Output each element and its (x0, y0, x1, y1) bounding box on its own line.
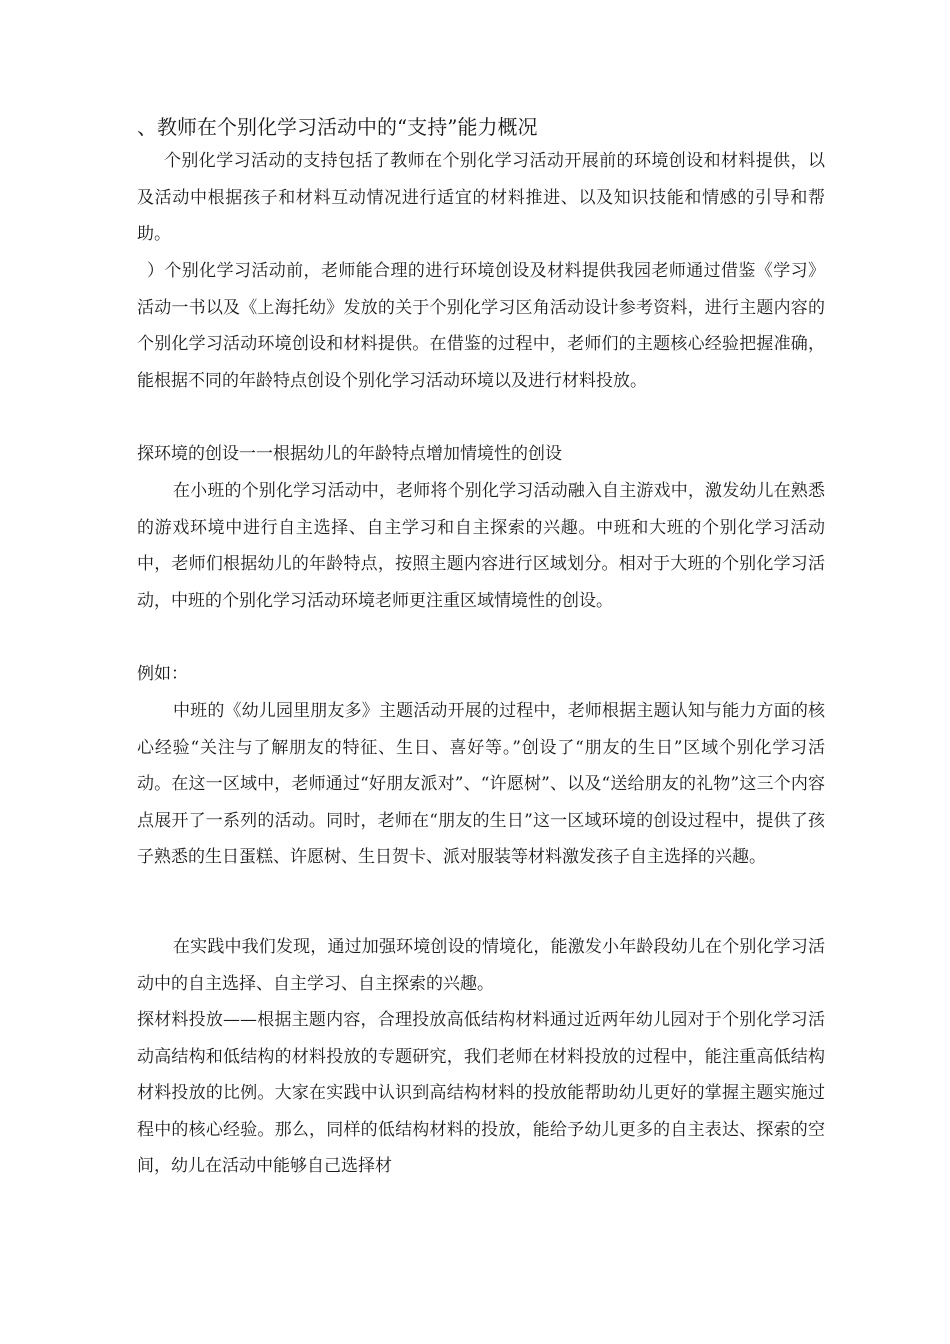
paragraph-practice-finding: 在实践中我们发现，通过加强环境创设的情境化，能激发小年龄段幼儿在个别化学习活动中的自主选择、自主学习、自主探索的兴趣。 (137, 937, 825, 994)
example-label: 例如： (137, 664, 188, 684)
paragraph-material-placement: 探材料投放——根据主题内容，合理投放高低结构材料通过近两年幼儿园对于个别化学习活动高结构和低结构的材料投放的专题研究，我们老师在材料投放的过程中，能注重高低结构材料投放的比例。大家在实践中认识到高结构材料的投放能帮助幼儿更好的掌握主题实施过程中的核心经验。那么，同样的低结构材料的投放，能给予幼儿更多的自主表达、探索的空间，幼儿在活动中能够自己选择材 (137, 1010, 825, 1177)
paragraph-class-environment: 在小班的个别化学习活动中，老师将个别化学习活动融入自主游戏中，激发幼儿在熟悉的游戏环境中进行自主选择、自主学习和自主探索的兴趣。中班和大班的个别化学习活动中，老师们根据幼儿的年龄特点，按照主题内容进行区域划分。相对于大班的个别化学习活动，中班的个别化学习活动环境老师更注重区域情境性的创设。 (137, 481, 825, 611)
paragraph-example-friends: 中班的《幼儿园里朋友多》主题活动开展的过程中，老师根据主题认知与能力方面的核心经验“关注与了解朋友的特征、生日、喜好等。”创设了“朋友的生日”区域个别化学习活动。在这一区域中，老师通过“好朋友派对”、“许愿树”、以及“送给朋友的礼物”这三个内容点展开了一系列的活动。同时，老师在“朋友的生日”这一区域环境的创设过程中，提供了孩子熟悉的生日蛋糕、许愿树、生日贺卡、派对服装等材料激发孩子自主选择的兴趣。 (137, 701, 825, 868)
paragraph-before-activity: ）个别化学习活动前，老师能合理的进行环境创设及材料提供我园老师通过借鉴《学习》活动一书以及《上海托幼》发放的关于个别化学习区角活动设计参考资料，进行主题内容的个别化学习活动环境创设和材料提供。在借鉴的过程中，老师们的主题核心经验把握准确，能根据不同的年龄特点创设个别化学习活动环境以及进行材料投放。 (137, 261, 825, 391)
section-heading: 、教师在个别化学习活动中的“支持”能力概况 (137, 115, 538, 139)
subheading-environment: 探环境的创设一一根据幼儿的年龄特点增加情境性的创设 (137, 444, 562, 464)
paragraph-support-overview: 个别化学习活动的支持包括了教师在个别化学习活动开展前的环境创设和材料提供，以及活动中根据孩子和材料互动情况进行适宜的材料推进、以及知识技能和情感的引导和帮助。 (137, 151, 825, 245)
